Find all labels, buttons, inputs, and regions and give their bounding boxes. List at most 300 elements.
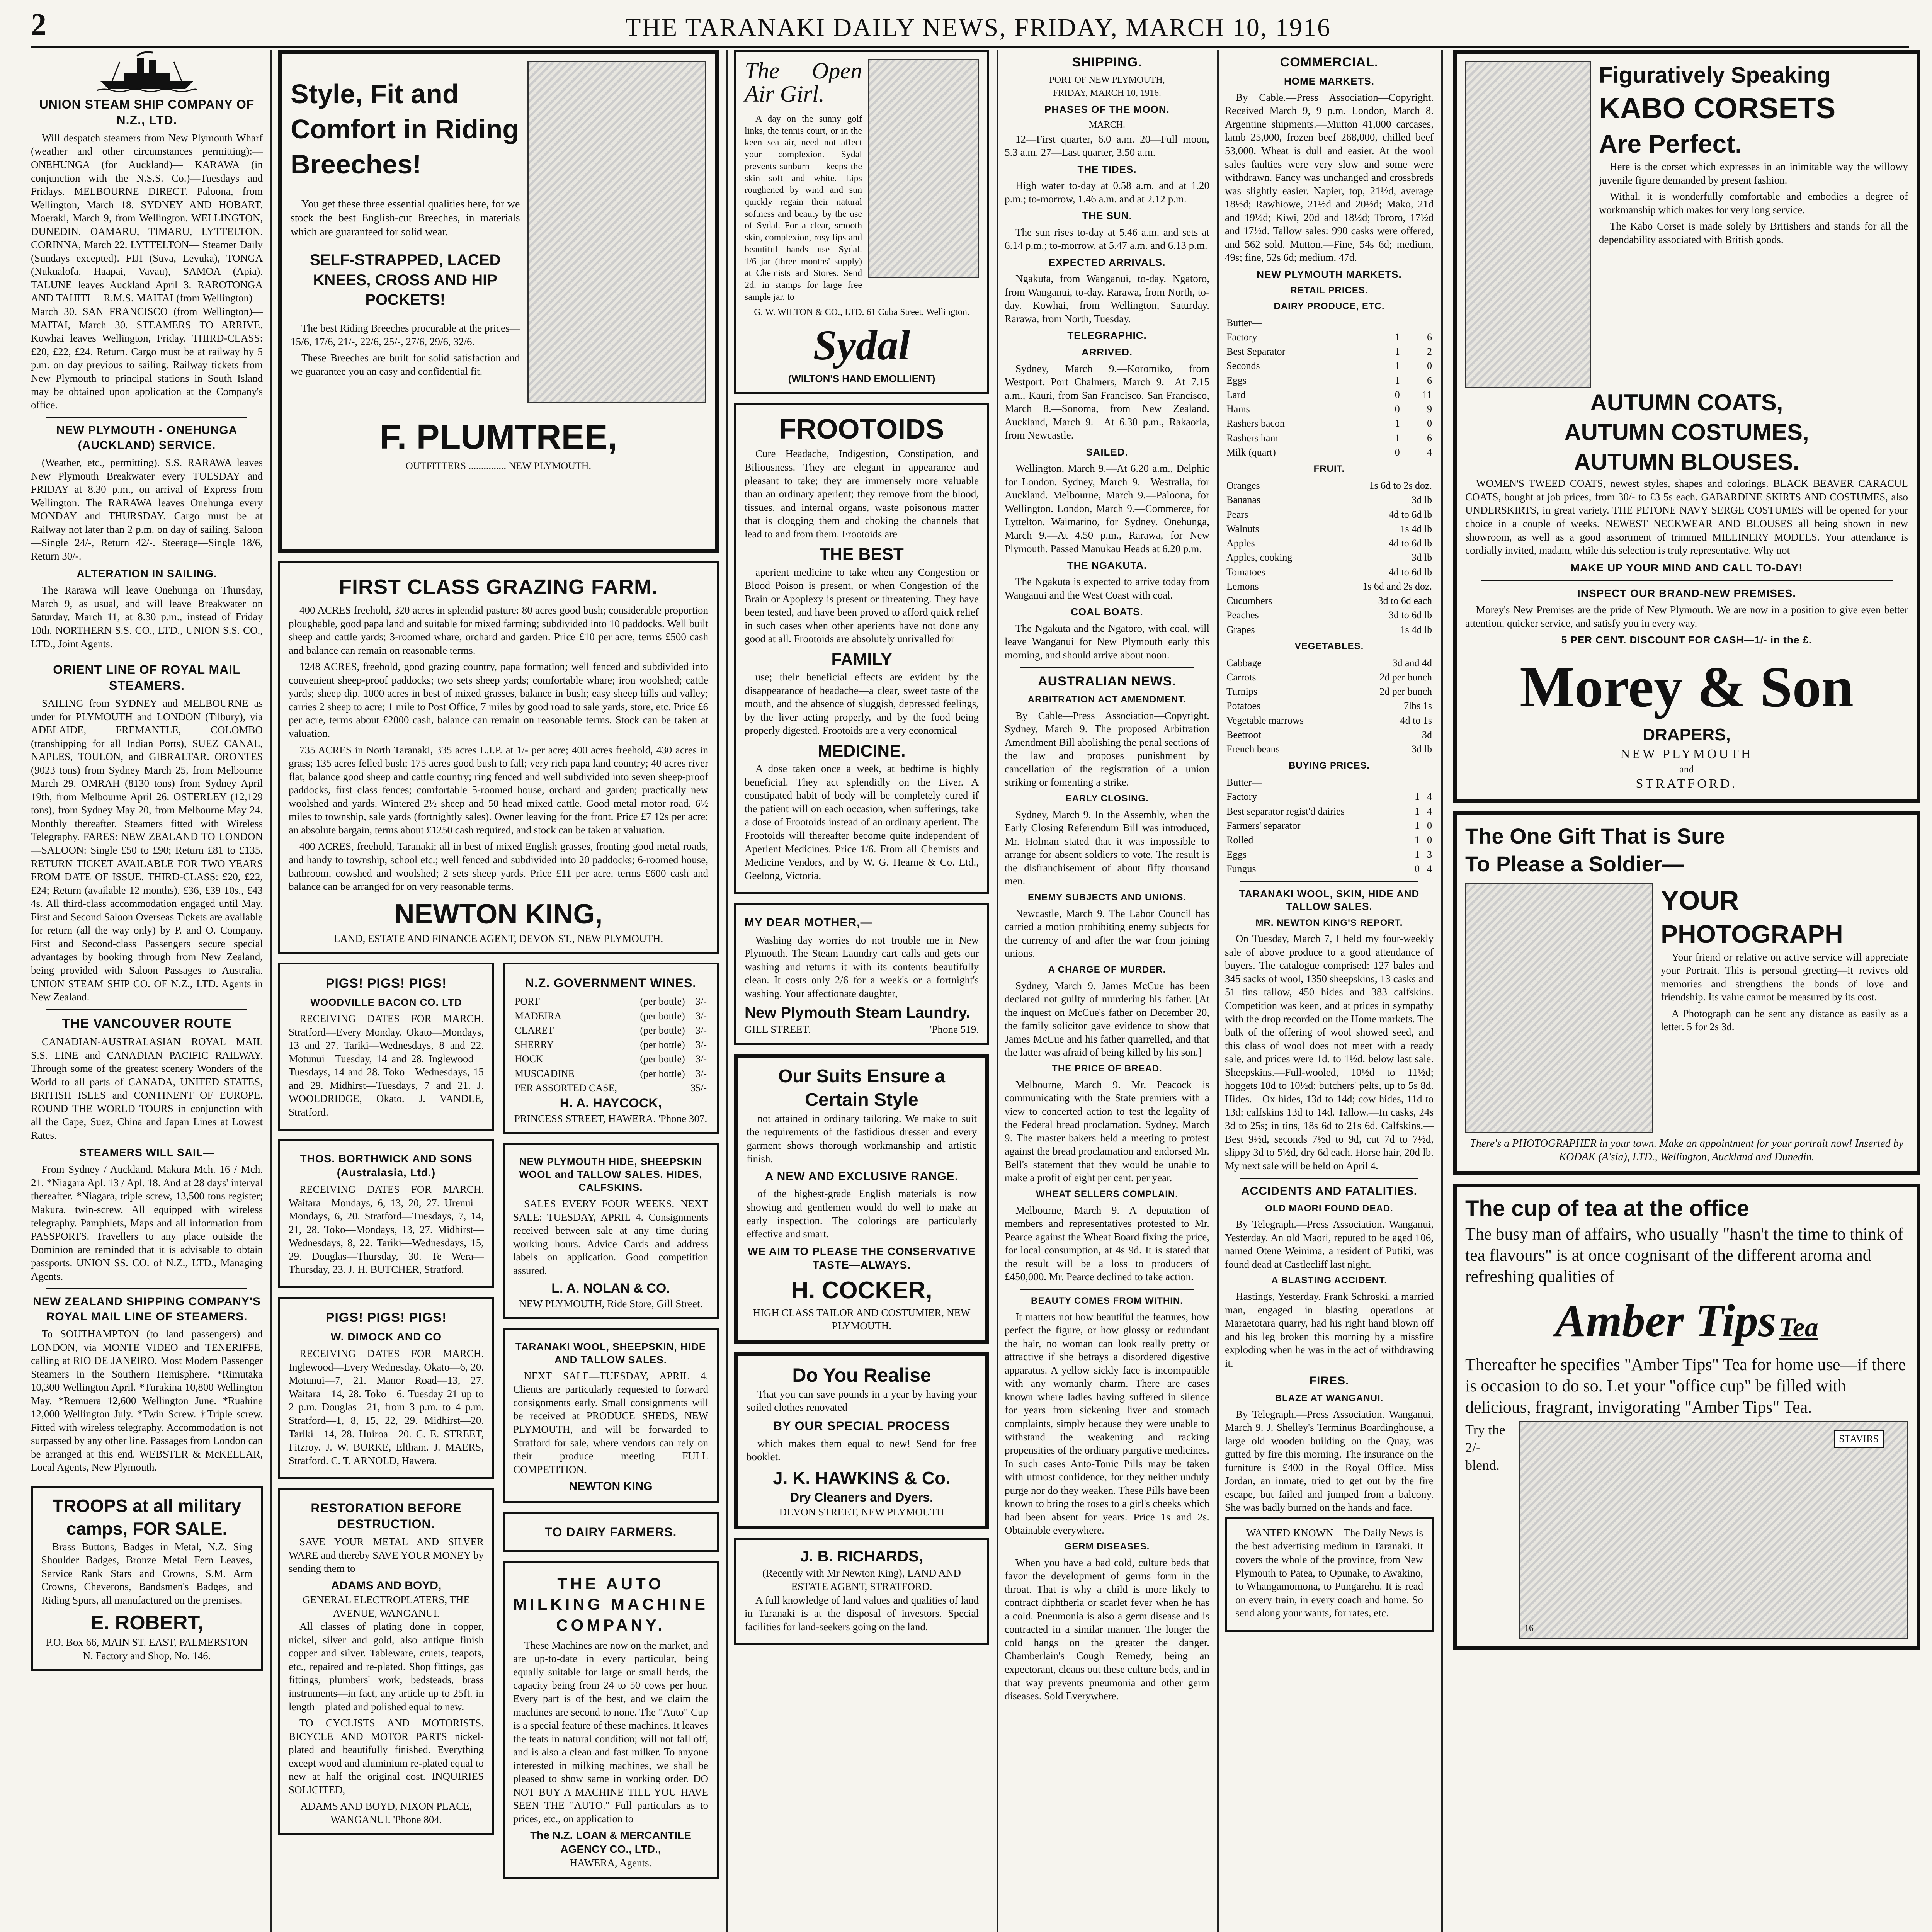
wine-row-price: 3/- [696,1010,707,1022]
plumtree-guarantee: These Breeches are built for solid satisfaction and we guarantee you an easy and confidential fit. [291,352,520,377]
plumtree-ad [278,50,719,553]
frootoids-p3: use; their beneficial effects are evident by the disappearance of headache—a clear, sweet taste of the mouth, and the absence of sluggish, depressed feelings, by the liver acting properly, and by the food being properly digested. Frootoids are a very economical [745,671,979,736]
column2-right [503,963,719,1887]
amber-text: The busy man of affairs, who usually "hasn't the time to think of tea flavours" is at once cognisant of the different aroma and refreshing qualities of [1465,1224,1903,1286]
veg-row-name: Turnips [1226,686,1257,697]
germ-text: When you have a bad cold, culture beds that favor the development of germs form in the throat. That is why a child is more likely to contract diphtheria or scarlet fever when he has a cold. Pneumonia is also a germ disease and is contracted in a similar manner. The longer the cold hangs on the greater the danger. Chamberlain's Cough Remedy, being an expectorant, cleans out these culture beds, and in that way prevents pneumonia and other germ diseases. Sold Everywhere. [1005,1556,1209,1702]
buying-row-s [1409,775,1421,789]
sydal-headline: The Open Air Girl. [745,58,862,107]
kabo-text-3: The Kabo Corset is made solely by Britishers and stands for all the dependability associated with British goods. [1599,220,1908,245]
hawkins-text: That you can save pounds in a year by having your soiled clothes renovated [747,1388,977,1413]
wine-row-price: 3/- [696,1053,707,1065]
nzship-title: NEW ZEALAND SHIPPING COMPANY'S ROYAL MAIL LINE OF STEAMERS. [33,1295,261,1323]
frootoids-p4: A dose taken once a week, at bedtime is highly beneficial. They act splendidly on the Liver. A constipated habit of body will be completely cured if the patient will on each occasion, when sufferings, take a dose of Frootoids instead of an ordinary aperient. The Frootoids will thereafter become quite independent of Aperient Medicines. Price 1/6. From all Chemists and Medicine Vendors, and by W. G. Hearne & Co. Ltd., Geelong, Victoria. [745,763,979,881]
fruit-row-p: 1s 4d lb [1400,624,1432,635]
pigs1-company: WOODVILLE BACON CO. LTD [310,996,462,1008]
veg-row [1225,684,1434,699]
frootoids-family: FAMILY [831,650,892,669]
expected-title: EXPECTED ARRIVALS. [1048,256,1166,268]
wine-row-price: 3/- [696,996,707,1007]
dairy-row-d [1401,316,1434,330]
dairy-row-d: 2 [1427,346,1432,357]
dairy-row-name: Eggs [1226,374,1247,386]
telegraphic-title: TELEGRAPHIC. [1067,330,1147,342]
fruit-row-name: Apples [1226,537,1255,549]
fruit-row [1225,493,1434,507]
column-display-ads [1453,50,1920,1932]
morey-town-2: STRATFORD. [1636,776,1738,791]
fruit-row [1225,550,1434,565]
wool-report-title: TARANAKI WOOL, SKIN, HIDE AND TALLOW SALES. [1239,888,1420,913]
onehunga-title: NEW PLYMOUTH - ONEHUNGA (AUCKLAND) SERVICE. [56,424,238,452]
cocker-address: HIGH CLASS TAILOR AND COSTUMIER, NEW PLYMOUTH. [753,1306,971,1332]
veg-row [1225,670,1434,684]
enemy-title: ENEMY SUBJECTS AND UNIONS. [1027,892,1187,903]
dairy-row-d: 6 [1427,432,1432,444]
wool-sales-ad [503,1328,719,1503]
veg-row-name: Beetroot [1226,729,1261,740]
buying-row [1225,775,1434,789]
dairy-row-s [1381,316,1401,330]
sydal-tagline: (WILTON'S HAND EMOLLIENT) [788,373,935,385]
column-rule [1217,50,1219,1932]
cocker-ad [734,1054,989,1344]
beauty-title: BEAUTY COMES FROM WITHIN. [1031,1295,1183,1306]
kodak-head-2: To Please a Soldier— [1465,851,1684,876]
hawkins-text2: which makes them equal to new! Send for free booklet. [747,1437,977,1463]
fruit-row-name: Bananas [1226,494,1261,506]
newton-sub: LAND, ESTATE AND FINANCE AGENT, DEVON ST., NEW PLYMOUTH. [333,932,663,944]
column2-split [278,963,719,1887]
open-air-girl-illustration [868,59,979,278]
buying-row-s: 1 [1415,849,1420,860]
plumtree-footer: OUTFITTERS ............... NEW PLYMOUTH. [405,460,592,472]
hide-address: NEW PLYMOUTH, Ride Store, Gill Street. [519,1298,703,1310]
auto-title: THE AUTO MILKING MACHINE COMPANY. [513,1574,708,1634]
enemy-text: Newcastle, March 9. The Labor Council has carried a motion prohibiting enemy subjects for the currency of and after the war from joining unions. [1005,907,1209,959]
wine-row-unit: (per bottle) [640,1053,685,1065]
auto-footer: HAWERA, Agents. [570,1857,652,1869]
blasting-text: Hastings, Yesterday. Frank Schroski, a married man, engaged in blasting operations at Maraetotara quarry, had his right hand blown off and his leg broken this morning by a missfire exploding when he was in the act of withdrawing it. [1225,1291,1434,1369]
veg-row [1225,728,1434,742]
buying-row-name: Best separator regist'd dairies [1226,805,1345,817]
wine-row-price: 3/- [696,1039,707,1051]
farm-735: 735 ACRES in North Taranaki, 335 acres L.I.P. at 1/- per acre; 400 acres freehold, 430 acres in grass; 135 acres felled bush; 175 acres good bush to fall; very rich papa land country; 40 acres river flat, balance good sheep and cattle country; ring fenced and well subdivided into seven sheep-proof paddocks, first class fences; comfortable 5-roomed house, orchard and garden; practically new woolshed and yards. Wintered 2½ sheep and 50 head mixed cattle. Good metal motor road, 6½ miles to township, sale yards (fortnightly sales). Owner leaving for the front. Price £7 12s per acre; an absolute bargain, terms about £1250 cash required, and stock can be taken at valuation. [289,744,708,836]
murder-title: A CHARGE OF MURDER. [1048,964,1166,975]
kabo-head-2: KABO CORSETS [1599,92,1836,125]
home-markets-text: By Cable.—Press Association—Copyright. Received March 9, 9 p.m. London, March 8. Argentine shipments.—Mutton 41,000 carcases, lamb 25,000, frozen beef 268,000, chilled beef 53,000. Wheat is dull and easier. At the wool sales faulties were very slow and some were withdrawn. Fancy was unchanged and crossbreds was slightly easier. Napier, top, 21½d, average 18½d; Rawhiowe, 21½d and 20½d; Mako, 21d and 19½d; Kiwi, 20d and 18½d; Tororo, 17½d and 17½d. Tallow sales: 990 casks were offered, and 562 sold. Mutton.—Fine, 54s 6d; medium, 49s; fine, 52s 6d; medium, 47d. [1225,91,1434,264]
buying-row [1225,818,1434,833]
plumtree-body: You get these three essential qualities here, for we stock the best English-cut Breeches, in materials which are guaranteed for solid wear. [291,198,520,238]
column-commercial [1225,50,1434,1932]
buying-row-d [1421,775,1434,789]
fruit-row-p: 3d to 6d lb [1389,609,1432,621]
steamship-icon [97,50,197,93]
fruit-row-p: 3d lb [1412,494,1432,506]
dairy-row-s: 1 [1395,432,1400,444]
dairy-farmers-ad [503,1512,719,1552]
richards-text: (Recently with Mr Newton King), LAND AND ESTATE AGENT, STRATFORD. [762,1567,961,1592]
veg-row-name: Carrots [1226,671,1256,683]
blaze-text: By Telegraph.—Press Association. Wanganui, March 9. J. Shelley's Terminus Boardinghouse, a large old wooden building on the Quay, was gutted by fire this morning. The insurance on the furniture is £400 in the Royal Office. Miss Jordan, an inmate, tried to get out by the fire escape, but failed and jumped from a balcony. She was badly burned on the hands and face. [1225,1408,1434,1514]
newton-name: NEWTON KING, [394,898,603,930]
sydal-brand: Sydal [813,321,910,369]
veg-row-name: Potatoes [1226,700,1261,712]
dairy-row-d: 6 [1427,331,1432,343]
dairy-row-s: 0 [1395,446,1400,458]
wines-table [513,994,708,1095]
dairy-row-s: 1 [1395,331,1400,343]
fruit-row-name: Walnuts [1226,523,1259,534]
veg-row-p: 3d lb [1412,743,1432,755]
restoration-sub: GENERAL ELECTROPLATERS, THE AVENUE, WANGANUI. [303,1594,470,1619]
restoration-title: RESTORATION BEFORE DESTRUCTION. [311,1501,462,1531]
dairy-row-name: Butter— [1226,317,1262,328]
farm-ad [278,561,719,954]
troops-title: TROOPS at all military camps, FOR SALE. [52,1496,242,1539]
fruit-row-name: Apples, cooking [1226,552,1293,563]
amber-number: 16 [1524,1623,1534,1634]
farm-title: FIRST CLASS GRAZING FARM. [339,575,658,599]
frootoids-ad [734,403,989,894]
kodak-footer: There's a PHOTOGRAPHER in your town. Make an appointment for your portrait now! Inserted by KODAK (A'sia), LTD., Wellington, Auckland and Dunedin. [1470,1137,1903,1163]
dairy-row-s: 1 [1395,346,1400,357]
wine-row-name: HOCK [515,1053,543,1065]
fruit-row [1225,507,1434,522]
dairy-row [1225,445,1434,459]
cocker-text: not attained in ordinary tailoring. We make to suit the requirements of the fastidious dresser and every garment shows thorough workmanship and artistic finish. [747,1112,977,1165]
robert-address: P.O. Box 66, MAIN ST. EAST, PALMERSTON N. Factory and Shop, No. 146. [46,1636,248,1662]
dairy-row-d: 9 [1427,403,1432,415]
dairy-row-d: 11 [1422,389,1432,400]
horse-rider-illustration [527,61,706,403]
morey-ad [1453,50,1920,803]
fruit-row [1225,622,1434,637]
masthead [31,4,1909,48]
wine-row-unit: (per bottle) [640,996,685,1007]
dairy-row-name: Seconds [1226,360,1260,372]
fruit-row-p: 4d to 6d lb [1389,566,1432,578]
frootoids-p2: aperient medicine to take when any Congestion or Blood Poison is present, or when Congestion of the Brain or Apoplexy is present or threatening. They have been tested, and have been proved to afford quick relief in such cases when other aperients have not done any good at all. Frootoids are absolutely unrivalled for [745,566,979,645]
coal-text: The Ngakuta and the Ngatoro, with coal, will leave Wanganui for New Plymouth early this morning, and should arrive about noon. [1005,622,1209,661]
maori-title: OLD MAORI FOUND DEAD. [1265,1203,1393,1214]
dairy-title: TO DAIRY FARMERS. [544,1525,677,1539]
ngakuta-title: THE NGAKUTA. [1067,560,1147,571]
veg-row [1225,656,1434,670]
wine-row [513,1009,708,1023]
pigs2-ad [278,1297,494,1479]
wool-agent: NEWTON KING [569,1480,653,1493]
buying-row-name: Fungus [1226,863,1256,874]
beauty-text: It matters not how beautiful the features, how perfect the figure, or how glossy or redundant the hair, no woman can look really pretty or attractive if she betrays a disordered digestive apparatus. A yellow sickly face is incompatible with any womanly charm. There are cases known where ladies having suffered in silence for years from sickening liver and stomach complaints, simply because they were unable to withstand the weakening and racking propensities of the ordinary purgative medicines. In such cases Anto-Tonic Pills may be taken with utmost confidence, for they neither unduly purge nor do they weaken. These Pills have been known to bring the roses to a girl's cheeks which had been absent for years. Price 1s and 2s. Obtainable everywhere. [1005,1311,1209,1536]
autumn-costumes: AUTUMN COSTUMES, [1564,419,1809,445]
fruit-table [1225,478,1434,637]
wines-agent: H. A. HAYCOCK, [560,1096,662,1111]
plumtree-headline: Style, Fit and Comfort in Riding Breeches! [291,79,519,179]
pigs2-company: W. DIMOCK AND CO [330,1331,442,1343]
dairy-row-d: 6 [1427,374,1432,386]
buying-table [1225,775,1434,876]
column-rule [1441,50,1443,1932]
masthead-title: THE TARANAKI DAILY NEWS, FRIDAY, MARCH 10, 1916 [625,14,1331,42]
dairy-row-name: Hams [1226,403,1250,415]
fruit-row-p: 1s 6d and 2s doz. [1362,580,1432,592]
wine-row [513,1052,708,1066]
frootoids-best: THE BEST [820,545,904,564]
amber-tips-ad [1453,1184,1920,1650]
wine-row-name: PORT [515,996,540,1007]
buying-row-name: Factory [1226,791,1257,803]
dairy-row [1225,330,1434,344]
dairy-row [1225,316,1434,330]
sydal-ad [734,50,989,394]
kodak-text: Your friend or relative on active service will appreciate your Portrait. This is personal greeting—it revives old memories and strengthens the bonds of love and friendship. Its value cannot be measured by its cost. [1661,951,1908,1003]
fruit-row [1225,594,1434,608]
dairy-table [1225,316,1434,460]
soldier-portrait-illustration [1465,883,1653,1133]
wine-row-name: CLARET [515,1024,554,1036]
wine-row-price: 35/- [690,1082,707,1094]
kodak-head-1: The One Gift That is Sure [1465,824,1725,849]
wine-row-unit: (per bottle) [640,1010,685,1022]
laundry-phone: 'Phone 519. [930,1024,979,1036]
wine-row-unit: (per bottle) [640,1068,685,1079]
veg-row [1225,742,1434,756]
office-man-tea-illustration [1519,1421,1908,1639]
buying-row-d: 0 [1427,820,1432,831]
richards-ad [734,1538,989,1645]
dairy-row [1225,359,1434,373]
hide-sales-ad [503,1143,719,1319]
dairy-row-s: 1 [1395,418,1400,429]
dairy-row-s: 1 [1395,374,1400,386]
buying-row-name: Eggs [1226,849,1247,860]
fruit-row-name: Lemons [1226,580,1259,592]
column-medicine-ads [734,50,989,1932]
veg-row-name: Cabbage [1226,657,1262,668]
auto-agent: The N.Z. LOAN & MERCANTILE AGENCY CO., LTD., [530,1829,691,1855]
amber-tin-label: STAVIRS [1834,1430,1884,1448]
amber-try [1465,1421,1512,1474]
troops-ad [31,1486,263,1671]
buying-row-name: Farmers' separator [1226,820,1301,831]
moon-title: PHASES OF THE MOON. [1044,103,1170,115]
wool-report-sub: MR. NEWTON KING'S REPORT. [1255,917,1403,928]
fruit-row [1225,579,1434,594]
fruit-row-p: 1s 4d lb [1400,523,1432,534]
dairy-row [1225,344,1434,359]
borthwick-text: RECEIVING DATES FOR MARCH. Waitara—Mondays, 6, 13, 20, 27. Urenui—Mondays, 6, 20. Stratford—Tuesdays, 7, 14, 21, 28. Toko—Mondays, 13, 27. Midhirst—Wednesdays, 8, 22. Tariki—Wednesdays, 15, 29. Douglas—Thursday, 30. Te Wera—Thursday, 23. J. H. BUTCHER, Stratford. [289,1184,484,1276]
restoration-motor: TO CYCLISTS AND MOTORISTS. BICYCLE AND MOTOR PARTS nickel-plated and beautifully finished. Everything except wood and aluminium re-plated equal to new at half the original cost. INQUIRIES SOLICITED, [289,1717,484,1796]
fruit-row-name: Grapes [1226,624,1255,635]
morey-sub: DRAPERS, [1643,725,1731,744]
port-title: PORT OF NEW PLYMOUTH, [1049,75,1165,85]
pigs1-title: PIGS! PIGS! PIGS! [325,976,447,991]
pigs1-text: RECEIVING DATES FOR MARCH. Stratford—Every Monday. Okato—Mondays, 13 and 27. Tariki—Wednesdays, 8 and 22. Motunui—Tuesday, 14 and 28. Inglewood—Tuesdays, 14 and 28. Toko—Wednesdays, 15 and 29. Midhirst—Tuesdays, 7 and 21. J. WOOLDRIDGE, Okato. J. VANDLE, Stratford. [289,1013,484,1118]
sun-title: THE SUN. [1082,210,1132,222]
column-rule [997,50,998,1932]
dairy-row [1225,416,1434,430]
auto-milking-ad [503,1561,719,1879]
restoration-ad [278,1488,494,1835]
germ-title: GERM DISEASES. [1064,1541,1150,1552]
fruit-row-name: Peaches [1226,609,1259,621]
wine-row-name: SHERRY [515,1039,554,1051]
restoration-body: All classes of plating done in copper, nickel, silver and gold, also antique finish copper and silver. Tableware, cruets, teapots, etc., repaired and re-plated. Shop fittings, gas fittings, plumbers' work, bedsteads, brass instruments—in fact, any article up to 25ft. in length—plated and polished equal to new. [289,1621,484,1713]
dairy-row-s: 0 [1395,389,1400,400]
wines-ad [503,963,719,1134]
amber-headline: The cup of tea at the office [1465,1196,1749,1221]
column2-left [278,963,494,1887]
wheat-title: WHEAT SELLERS COMPLAIN. [1036,1189,1178,1199]
closing-text: Sydney, March 9. In the Assembly, when the Early Closing Referendum Bill was introduced, Mr. Holman stated that it was impossible to arrange for absent soldiers to vote. The result is the disfranchisement of about fifty thousand men. [1005,808,1209,887]
pigs2-text: RECEIVING DATES FOR MARCH. Inglewood—Every Wednesday. Okato—6, 20. Motunui—7, 21. Manor Road—13, 27. Waitara—14, 28. Toko—6. Tuesday 21 up to 2 p.m. Douglas—21, from 3 p.m. to 4 p.m. Stratford—1, 8, 15, 22, 29. Midhirst—20. Tariki—14, 28. Huiroa—20. C. E. STREET, Fitzroy. J. W. BURKE, Eltham. J. MAERS, Stratford. C. T. ARNOLD, Hawera. [289,1348,484,1466]
plumtree-prices: The best Riding Breeches procurable at the prices—15/6, 17/6, 21/-, 22/6, 25/-, 27/6, 29/6, 32/6. [291,322,520,347]
wines-address: PRINCESS STREET, HAWERA. 'Phone 307. [514,1112,707,1124]
steamers-text: From Sydney / Auckland. Makura Mch. 16 / Mch. 21. *Niagara Apl. 13 / Apl. 18. And at 28 days' interval thereafter. *Niagara, triple screw, 13,500 tons register; Makura, twin-screw. All equipped with wireless telegraphy. Pamphlets, Maps and all information from PASSPORTS. Travellers to any place outside the Dominion are reminded that it is advisable to obtain passports. UNION SS. CO. of N.Z., LTD., Managing Agents. [31,1163,263,1282]
dairy-row-d: 0 [1427,360,1432,372]
buying-row-s: 0 [1415,863,1420,874]
fruit-row [1225,522,1434,536]
hawkins-sub: Dry Cleaners and Dyers. [790,1490,933,1504]
column-rule [270,50,272,1932]
borthwick-title: THOS. BORTHWICK AND SONS (Australasia, Ltd.) [300,1153,473,1179]
vancouver-text: CANADIAN-AUSTRALASIAN ROYAL MAIL S.S. LINE and CANADIAN PACIFIC RAILWAY. Through some of the greatest scenery Wonders of the World to all parts of CANADA, UNITED STATES, BRITISH ISLES and CONTINENT OF EUROPE. ROUND THE WORLD TOURS in conjunction with all the Cape, Suez, China and Japan Lines at Lowest Rates. [31,1036,263,1141]
hawkins-ad [734,1352,989,1530]
column-shipping-companies [31,50,263,1932]
amber-try-2: 2/- blend. [1465,1440,1500,1473]
shipping-title: SHIPPING. [1072,55,1142,70]
kabo-head-1: Figuratively Speaking [1599,63,1831,88]
dairy-row [1225,431,1434,445]
buying-row-s: 1 [1415,791,1420,803]
dairy-row [1225,388,1434,402]
bread-text: Melbourne, March 9. Mr. Peacock is communicating with the State premiers with a view to concerted action to test the legality of the Federal bread proclamation. Sydney, March 9. The master bakers held a meeting to protest against the bread proclamation and endorsed Mr. Bell's statement that they would be unable to make a profit of eight per cent. per year. [1005,1078,1209,1184]
orient-title: ORIENT LINE OF ROYAL MAIL STEAMERS. [53,663,241,693]
dairy-row-name: Rashers bacon [1226,418,1285,429]
buying-row [1225,804,1434,818]
fruit-row-name: Tomatoes [1226,566,1265,578]
moon-month: MARCH. [1088,120,1126,130]
dairy-row-name: Rashers ham [1226,432,1278,444]
pigs1-ad [278,963,494,1131]
steamers-title: STEAMERS WILL SAIL— [79,1146,214,1159]
veg-row-p: 3d [1422,729,1432,740]
wine-row [513,1037,708,1052]
veg-row-p: 3d and 4d [1392,657,1432,668]
buying-row [1225,789,1434,804]
dairy-row-name: Milk (quart) [1226,446,1276,458]
wine-row-unit: (per bottle) [640,1039,685,1051]
kodak-photograph: PHOTOGRAPH [1661,920,1843,949]
cocker-text2: of the highest-grade English materials is now showing and gentlemen would do well to make an early inspection. The colorings are particularly effective and smart. [747,1188,977,1240]
moon-text: 12—First quarter, 6.0 a.m. 20—Full moon, 5.3 a.m. 27—Last quarter, 3.50 a.m. [1005,133,1209,158]
coal-title: COAL BOATS. [1071,606,1143,618]
fruit-row-p: 1s 6d to 2s doz. [1369,480,1432,491]
laundry-text: Washing day worries do not trouble me in New Plymouth. The Steam Laundry cart calls and gets our washing and returns it with its contents beautifully clean. It costs only 2/6 for a week's or a fortnight's washing. Your affectionate daughter, [745,934,979,999]
hide-text: SALES EVERY FOUR WEEKS. NEXT SALE: TUESDAY, APRIL 4. Consignments received between sale at any time during working hours. Advice Cards and address labels on application. Good competition assured. [513,1197,708,1276]
hawkins-address: DEVON STREET, NEW PLYMOUTH [779,1506,944,1518]
inspect-title: INSPECT OUR BRAND-NEW PREMISES. [1577,587,1796,599]
port-date: FRIDAY, MARCH 10, 1916. [1053,88,1162,99]
kodak-ad [1453,811,1920,1175]
buying-row-name: Butter— [1226,777,1262,788]
kabo-head-3: Are Perfect. [1599,129,1742,158]
bread-title: THE PRICE OF BREAD. [1052,1063,1162,1074]
fruit-row [1225,536,1434,550]
expected-text: Ngakuta, from Wanganui, to-day. Ngatoro, from Wanganui, to-day. Rarawa, from North, to-day. Kowhai, from Wellington, Saturday. Rarawa, from North, Tuesday. [1005,273,1209,325]
farm-400: 400 ACRES freehold, 320 acres in splendid pasture: 80 acres good bush; considerable proportion ploughable, good papa land and suitable for mixed farming; subdivided into 10 paddocks. Well built sheep and cattle yards; 3-roomed whare, orchard and garden. Price £10 per acre, terms £500 cash and balance can remain on reasonable terms. [289,604,708,656]
blasting-title: A BLASTING ACCIDENT. [1271,1275,1387,1286]
wool-report-text: On Tuesday, March 7, I held my four-weekly sale of above produce to a good attendance of buyers. The catalogue comprised: 127 bales and 345 sacks of wool, 1350 sheepskins, 13 casks and 51 tins tallow, 450 hides and 383 calfskins. Competition was keen, and at prices in sympathy with the drop recorded on the Home markets. The bulk of the offering of wool showed seed, and this class of wool does not meet with a ready sale, and prices were 1d. to 1½d. below last sale. Sheepskins.—Full-wooled, 10½d to 11½d; hoggets 10d to 10½d; butchers' pelts, up to 5s 8d. Hides.—Ox hides, 13d to 14d; cow hides, 11d to 13d; calfskins 13d to 14d. Tallow.—In casks, 24s 3d to 25s; in tins, 18s 6d to 21s 6d. Calfskins.—Best 9½d, seconds 7½d to 9d, cut 7d to 7½d, slippy 3d to 5½d, dry 6d each. Horse hair, 20d lb. My next sale will be held on April 4. [1225,933,1434,1172]
frootoids-title: FROOTOIDS [779,414,944,445]
kodak-your: YOUR [1661,885,1739,915]
sydal-text: A day on the sunny golf links, the tennis court, or in the keen sea air, need not affect your complexion. Sydal prevents sunburn — keeps the skin soft and white. Lips roughened by wind and sun quickly regain their natural softness and beauty by the use of Sydal. For a clear, smooth skin, complexion, rosy lips and beautiful hands—use Sydal. 1/6 jar (three months' supply) at Chemists and Stores. Send 2d. in stamps for large free sample jar, to [745,114,862,302]
buying-row-s: 1 [1415,834,1420,846]
cocker-range: A NEW AND EXCLUSIVE RANGE. [765,1170,959,1183]
buying-row-d: 4 [1427,863,1432,874]
corset-woman-illustration [1465,61,1591,388]
amber-try-1: Try the [1465,1422,1505,1438]
tides-text: High water to-day at 0.58 a.m. and at 1.20 p.m.; to-morrow, 1.46 a.m. and at 2.12 p.m. [1005,180,1209,205]
inspect-text: Morey's New Premises are the pride of New Plymouth. We are now in a position to give even better attention, quicker service, and satisfy you in every way. [1465,604,1908,629]
auto-text: These Machines are now on the market, and are up-to-date in every particular, being equally suitable for large or small herds, the capacity being from 24 to 50 cows per hour. Every part is of the best, and we claim the machines are second to none. The "Auto" Cup is a special feature of these machines. It leaves the teats in natural condition; will not fall off, and is also a clean and fast milker. To anyone interested in milking machines, we shall be pleased to show same in working order. DO NOT BUY A MACHINE TILL YOU HAVE SEEN THE "AUTO." Full particulars as to prices, etc., on application to [513,1639,708,1825]
dairy-produce-title: DAIRY PRODUCE, ETC. [1274,301,1385,311]
union-title: UNION STEAM SHIP COMPANY OF N.Z., LTD. [39,97,255,127]
laundry-title: MY DEAR MOTHER,— [745,916,872,929]
arb-text: By Cable—Press Association—Copyright. Sydney, March 9. The proposed Arbitration Amendment Bill abolishing the penal sections of the law and proposes punishment by cancellation of the registration of a union striking or fomenting a strike. [1005,709,1209,788]
dairy-row-d: 4 [1427,446,1432,458]
pigs2-title: PIGS! PIGS! PIGS! [325,1310,447,1325]
buying-row-d: 0 [1427,834,1432,846]
dairy-row-name: Lard [1226,389,1246,400]
amber-text-2: Thereafter he specifies "Amber Tips" Tea for home use—if there is occasion to do so. Let your "office cup" be filled with delicious, fragrant, invigorating "Amber Tips" Tea. [1465,1355,1906,1417]
fruit-row-name: Pears [1226,509,1248,520]
buying-row [1225,833,1434,847]
wine-row-unit [632,1081,686,1095]
farm-400b: 400 ACRES, freehold, Taranaki; all in best of mixed English grasses, fronting good metal roads, and handy to township, school etc.; well fenced and subdivided into 20 paddocks; 6-roomed house, bathroom, cowshed and woolshed; 2 sets sheep yards. Price £11 per acre, terms £600 cash and balance can be arranged for on very reasonable terms. [289,840,708,893]
richards-name: J. B. RICHARDS, [800,1548,923,1565]
wanted-ad [1225,1517,1434,1632]
veg-row [1225,699,1434,713]
frootoids-p1: Cure Headache, Indigestion, Constipation, and Biliousness. They are elegant in appearance and pleasant to take; they are immensely more valuable than an ordinary aperient; they remove from the blood, tissues, and internal organs, waste poisonous matter that is clogging them and choking the channels that lead to and from them. Frootoids are [745,448,979,540]
page-number: 2 [31,8,48,42]
wines-title: N.Z. GOVERNMENT WINES. [525,976,697,990]
buying-row-d: 3 [1427,849,1432,860]
wool-text: NEXT SALE—TUESDAY, APRIL 4. Clients are particularly requested to forward consignments early. Small consignments will be received at PRODUCE SHEDS, NEW PLYMOUTH, and will be forwarded to Stratford for sale, where vendors can rely on their produce meeting FULL COMPETITION. [513,1370,708,1475]
union-text: Will despatch steamers from New Plymouth Wharf (weather and other circumstances permitting):— ONEHUNGA (for Auckland)— KARAWA (in conjunction with the N.S.S. Co.)—Tuesdays and Fridays. MELBOURNE DIRECT. Paloona, from Wellington, March 18. SYDNEY AND HOBART. Moeraki, March 9, from Wellington. WELLINGTON, DUNEDIN, OAMARU, TIMARU, LYTTELTON. CORINNA, March 22. LYTTELTON— Steamer Daily (Sundays excepted). FIJI (Suva, Levuka), TONGA (Nukualofa, Haapai, Vavau), SAMOA (Apia). TALUNE leaves Auckland April 3. RAROTONGA AND TAHITI— R.M.S. MAITAI (from Wellington)—March 30. SAN FRANCISCO (from Wellington)—MAITAI, March 30. STEAMERS TO ARRIVE. Kowhai leaves Wellington, Friday. THIRD-CLASS: £20, £22, £24. Return. Cargo must be at railway by 5 p.m. on day previous to sailing. Railway tickets from New Plymouth to principal stations in South Island may be obtained upon application at the Company's office. [31,132,263,411]
sydal-address: G. W. WILTON & CO., LTD. 61 Cuba Street, Wellington. [754,307,969,317]
autumn-coats: AUTUMN COATS, [1590,389,1783,415]
column-wide-ads [278,50,719,1932]
autumn-blouses: AUTUMN BLOUSES. [1574,449,1799,475]
wine-row-name: MUSCADINE [515,1068,575,1079]
fruit-row-p: 4d to 6d lb [1389,509,1432,520]
veg-table [1225,656,1434,757]
arrived-text: Sydney, March 9.—Koromiko, from Westport. Port Chalmers, March 9.—At 7.15 a.m., Kauri, from San Francisco. San Francisco, March 8.—Sonoma, from New Zealand. Auckland, March 9.—At 6.30 p.m., Rakaoria, from Newcastle. [1005,362,1209,441]
buying-row [1225,847,1434,862]
home-markets-title: HOME MARKETS. [1284,75,1374,87]
buying-row-d: 4 [1427,805,1432,817]
dairy-row [1225,373,1434,388]
autumn-cta: MAKE UP YOUR MIND AND CALL TO-DAY! [1570,561,1803,574]
wanted-text: WANTED KNOWN—The Daily News is the best advertising medium in Taranaki. It covers the whole of the province, from New Plymouth to Patea, to Opunake, to Awakino, to Whangamomona, to Pungarehu. It is read on every train, in every coach and home. So send along your wants, for rates, etc. [1235,1527,1423,1619]
fruit-row-name: Oranges [1226,480,1260,491]
farm-1248: 1248 ACRES, freehold, good grazing country, papa formation; well fenced and subdivided into convenient sheep-proof paddocks; two sets sheep yards; comfortable whare; iron woolshed; cattle yards; sheep dip. 1000 acres in best of mixed grasses, balance in bush; easy sheep hills and valley; carries 2 sheep to acre; 1 mile to Post Office, 7 miles by good road to sale yards, store, etc. Price £6 per acre, terms about £2000 cash, balance can remain on reasonable terms. Stock can be taken at valuation. [289,661,708,740]
accidents-title: ACCIDENTS AND FATALITIES. [1241,1185,1418,1198]
dairy-row [1225,402,1434,416]
alteration-title: ALTERATION IN SAILING. [77,567,217,580]
